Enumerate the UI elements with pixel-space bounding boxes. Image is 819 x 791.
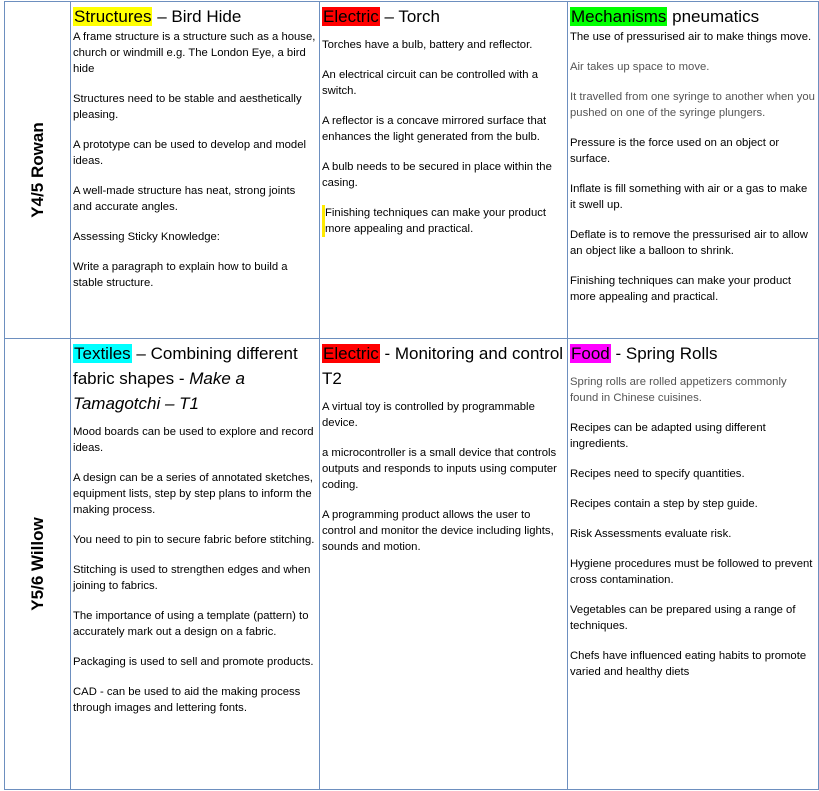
cell-textiles (71, 339, 320, 790)
title-rest: pneumatics (667, 7, 760, 26)
para: A bulb needs to be secured in place within the casing. (322, 161, 552, 189)
cell-electric-torch (320, 2, 568, 339)
para: A design can be a series of annotated sketches, equipment lists, step by step plans to inform the making process. (73, 472, 313, 516)
row-header-rowan (5, 2, 71, 339)
para: The importance of using a template (pattern) to accurately mark out a design on a fabric. (73, 610, 309, 638)
para: Recipes can be adapted using different ingredients. (570, 422, 766, 450)
title-rest: – Combining different fabric shapes - (73, 344, 298, 388)
para: A virtual toy is controlled by programmable device. (322, 401, 535, 429)
table-row-rowan (5, 2, 819, 339)
cell-title (73, 341, 317, 416)
para: CAD - can be used to aid the making process through images and lettering fonts. (73, 686, 301, 714)
cell-title (322, 341, 565, 391)
title-rest: – Torch (379, 7, 440, 26)
cell-title (322, 4, 565, 29)
para: The use of pressurised air to make things move. (570, 31, 812, 43)
para: Packaging is used to sell and promote products. (73, 656, 314, 668)
para: A programming product allows the user to control and monitor the device including lights, sounds and motion. (322, 509, 554, 553)
para: Recipes need to specify quantities. (570, 468, 745, 480)
para: Mood boards can be used to explore and record ideas. (73, 426, 314, 454)
para: Finishing techniques can make your product more appealing and practical. (322, 205, 565, 237)
para: Stitching is used to strengthen edges and when joining to fabrics. (73, 564, 311, 592)
para: Torches have a bulb, battery and reflector. (322, 39, 533, 51)
para: It travelled from one syringe to another when you pushed on one of the syringe plungers. (570, 91, 815, 119)
cell-mechanisms (568, 2, 819, 339)
para: Chefs have influenced eating habits to promote varied and healthy diets (570, 650, 807, 678)
para: Write a paragraph to explain how to build a stable structure. (73, 261, 288, 289)
para: Inflate is fill something with air or a gas to make it swell up. (570, 183, 808, 211)
cell-title (73, 4, 317, 29)
row-label: Y4/5 Rowan (27, 122, 47, 218)
para: Pressure is the force used on an object or surface. (570, 137, 780, 165)
topic-highlight: Textiles (74, 344, 131, 363)
cell-structures (71, 2, 320, 339)
cell-electric-monitoring (320, 339, 568, 790)
topic-highlight: Electric (323, 7, 379, 26)
para: An electrical circuit can be controlled with a switch. (322, 69, 538, 97)
knowledge-organiser-table (4, 1, 819, 790)
para: You need to pin to secure fabric before stitching. (73, 534, 315, 546)
topic-highlight: Mechanisms (571, 7, 667, 26)
title-rest: - Spring Rolls (610, 344, 718, 363)
para: Assessing Sticky Knowledge: (73, 231, 220, 243)
para: A well-made structure has neat, strong joints and accurate angles. (73, 185, 296, 213)
para: Structures need to be stable and aesthetically pleasing. (73, 93, 302, 121)
para: Finishing techniques can make your product more appealing and practical. (570, 275, 792, 303)
para: Vegetables can be prepared using a range of techniques. (570, 604, 796, 632)
cell-title (570, 341, 816, 366)
topic-highlight: Food (571, 344, 610, 363)
para: A frame structure is a structure such as a house, church or windmill e.g. The London Eye, a bird hide (73, 31, 316, 75)
para: A prototype can be used to develop and model ideas. (73, 139, 307, 167)
table-row-willow (5, 339, 819, 790)
para: Deflate is to remove the pressurised air to allow an object like a balloon to shrink. (570, 229, 808, 257)
row-label: Y5/6 Willow (27, 517, 47, 611)
para: Risk Assessments evaluate risk. (570, 528, 732, 540)
title-rest: – Bird Hide (152, 7, 242, 26)
para: Spring rolls are rolled appetizers commonly found in Chinese cuisines. (570, 376, 787, 404)
cell-food (568, 339, 819, 790)
title-rest: - Monitoring and control T2 (322, 344, 564, 388)
row-header-willow (5, 339, 71, 790)
topic-highlight: Structures (74, 7, 152, 26)
para: Air takes up space to move. (570, 61, 710, 73)
para: Recipes contain a step by step guide. (570, 498, 758, 510)
topic-highlight: Electric (323, 344, 379, 363)
cell-title (570, 4, 816, 29)
title-italic: Make a Tamagotchi – T1 (73, 369, 245, 413)
para: A reflector is a concave mirrored surface that enhances the light generated from the bulb. (322, 115, 547, 143)
para: a microcontroller is a small device that controls outputs and responds to inputs using computer coding. (322, 447, 557, 491)
para: Hygiene procedures must be followed to prevent cross contamination. (570, 558, 813, 586)
